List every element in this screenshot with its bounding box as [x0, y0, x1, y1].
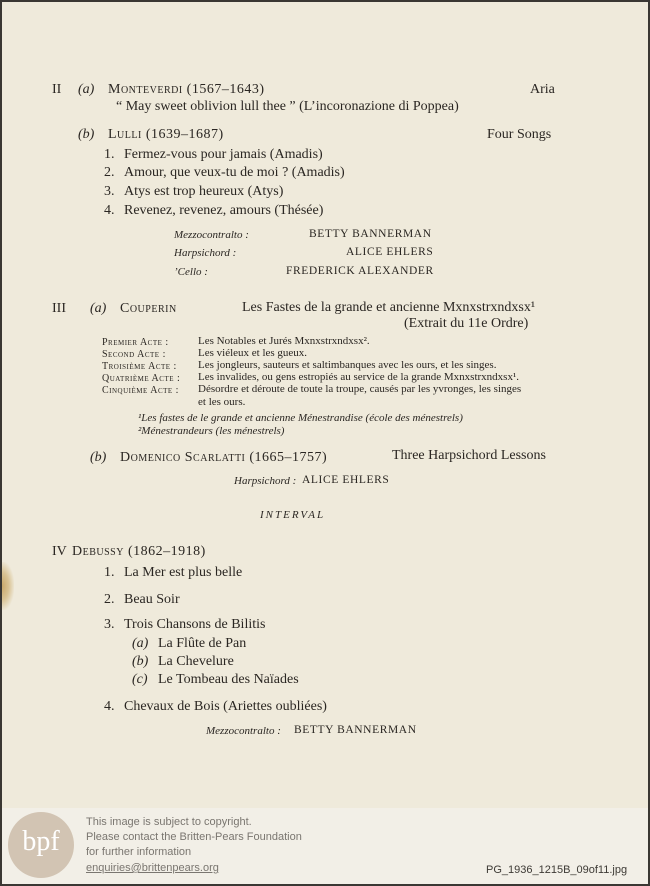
performer-name: BETTY BANNERMAN [294, 724, 417, 736]
paper-stain [2, 562, 14, 610]
act-label: Troisième Acte : [102, 361, 177, 372]
file-id-label: PG_1936_1215B_09of11.jpg [486, 864, 628, 876]
performer-name: ALICE EHLERS [346, 246, 434, 258]
interval-heading: INTERVAL [260, 509, 326, 521]
work-type: Three Harpsichord Lessons [392, 448, 546, 463]
composer-name: Domenico Scarlatti (1665–1757) [120, 450, 328, 465]
logo-text: bpf [22, 826, 60, 857]
performer-role: Harpsichord : [234, 475, 297, 487]
work-subtitle: (Extrait du 11e Ordre) [404, 316, 529, 331]
act-label: Premier Acte : [102, 337, 169, 348]
song-number: 2. [104, 165, 115, 180]
item-label: (a) [90, 301, 107, 316]
song-number: 1. [104, 147, 115, 162]
act-description: Les invalides, ou gens estropiés au service de la grande Mxnxstrxndxsx¹. [198, 371, 519, 383]
performer-role: Harpsichord : [174, 247, 237, 259]
work-type: Four Songs [487, 127, 552, 142]
sub-item-label: (a) [132, 636, 149, 651]
song-number: 3. [104, 184, 115, 199]
act-description: Les jongleurs, sauteurs et saltimbanques avec les ours, et les singes. [198, 359, 497, 371]
item-label: (a) [78, 82, 95, 97]
composer-name: Debussy (1862–1918) [72, 544, 206, 559]
song-title: Chevaux de Bois (Ariettes oubliées) [124, 699, 327, 714]
song-title: Fermez-vous pour jamais (Amadis) [124, 147, 323, 162]
copyright-notice: This image is subject to copyright. [86, 816, 252, 828]
program-page [2, 2, 648, 884]
performer-name: ALICE EHLERS [302, 474, 390, 486]
sub-item-label: (b) [132, 654, 149, 669]
section-number: II [52, 82, 62, 97]
song-title: Amour, que veux-tu de moi ? (Amadis) [124, 165, 345, 180]
act-label: Quatrième Acte : [102, 373, 181, 384]
performer-role: ’Cello : [174, 266, 208, 278]
song-title: Beau Soir [124, 592, 180, 607]
performer-role: Mezzocontralto : [174, 229, 249, 241]
section-number: III [52, 301, 66, 316]
bpf-logo [8, 812, 74, 878]
performer-name: BETTY BANNERMAN [309, 228, 432, 240]
email-link[interactable]: enquiries@brittenpears.org [86, 862, 219, 874]
act-description: Désordre et déroute de toute la troupe, causés par les yvronges, les singes [198, 383, 522, 395]
section-number: IV [52, 544, 67, 559]
song-title: Revenez, revenez, amours (Thésée) [124, 203, 324, 218]
song-number: 4. [104, 699, 115, 714]
composer-name: Lulli (1639–1687) [108, 127, 224, 142]
act-description: Les viéleux et les gueux. [198, 347, 308, 359]
work-title: “ May sweet oblivion lull thee ” (L’incoronazione di Poppea) [116, 99, 459, 114]
sub-item-label: (c) [132, 672, 148, 687]
work-title: Les Fastes de la grande et ancienne Mxnxstrxndxsx¹ [242, 300, 536, 315]
act-description: Les Notables et Jurés Mxnxstrxndxsx². [198, 335, 370, 347]
song-title: Atys est trop heureux (Atys) [124, 184, 284, 199]
sub-item-title: La Flûte de Pan [158, 636, 247, 651]
info-notice: for further information [86, 846, 192, 858]
composer-name: Couperin [120, 301, 177, 316]
song-number: 2. [104, 592, 115, 607]
song-number: 3. [104, 617, 115, 632]
act-description-continued: et les ours. [198, 396, 246, 408]
performer-role: Mezzocontralto : [206, 725, 281, 737]
sub-item-title: La Chevelure [158, 654, 234, 669]
item-label: (b) [78, 127, 95, 142]
item-label: (b) [90, 450, 107, 465]
sub-item-title: Le Tombeau des Naïades [158, 672, 299, 687]
act-label: Cinquième Acte : [102, 385, 179, 396]
song-title: La Mer est plus belle [124, 565, 243, 580]
work-type: Aria [530, 82, 555, 97]
song-number: 4. [104, 203, 115, 218]
composer-name: Monteverdi (1567–1643) [108, 82, 265, 97]
performer-name: FREDERICK ALEXANDER [286, 265, 434, 277]
footnote: ¹Les fastes de le grande et ancienne Ménestrandise (école des ménestrels) [138, 412, 463, 424]
contact-notice: Please contact the Britten-Pears Foundation [86, 831, 302, 843]
footnote: ²Ménestrandeurs (les ménestrels) [138, 425, 285, 437]
song-title: Trois Chansons de Bilitis [124, 617, 266, 632]
act-label: Second Acte : [102, 349, 166, 360]
song-number: 1. [104, 565, 115, 580]
